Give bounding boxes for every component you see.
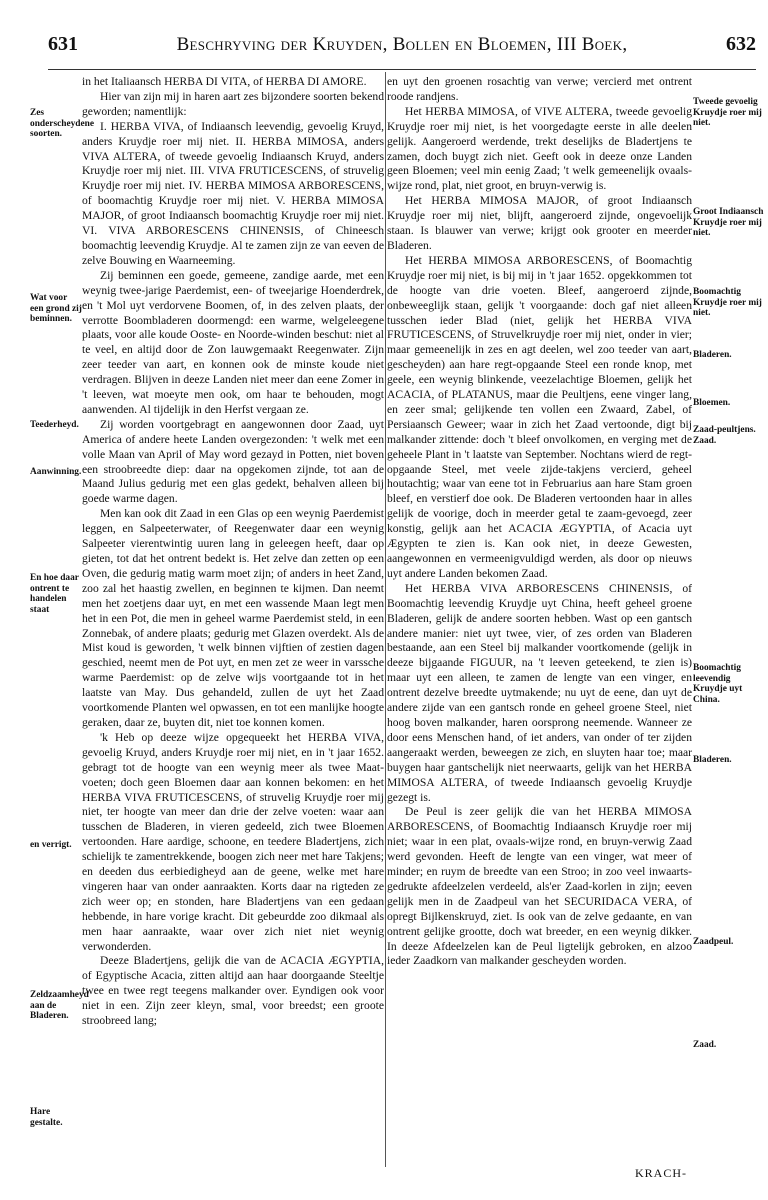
page-number-right: 632 — [725, 33, 756, 55]
paragraph: Het HERBA VIVA ARBORESCENS CHINENSIS, of Boomachtig leevendig Kruydje uyt China, heeft geheel groene Bladeren, gelijk de andere soorten hebben. Wast op een gantsch andere manier: niet uyt twee, vier, of zes orden van Bladeren bestaande, aan een Steel bij malkander voortkomende (gelijk in deeze bijgaande FIGUUR, na 't leeven geteekend, te zien is) maar uyt een alleen, te zamen de lengte van een vinger, en ontrent dezelve breedte uytmakende; nu uyt de eene, dan uyt de andere zijde van een gantsch ronde en geheel groene Steel, niet hoog boven malkander, haren oorsprong neemende. Wanneer ze door eens Menschen hand, of iet anders, van onder of ter zijden aangeraakt werden, beweegen ze zich, en sluyten haar toe; maar buygen haar gantschelijk niet neerwaarts, gelijk van het HERBA MIMOSA ALTERA, of tweede Indiaansch gevoelig Kruydje gezegt is. — [387, 581, 692, 804]
paragraph: Hier van zijn mij in haren aart zes bijzondere soorten bekend geworden; namentlijk: — [82, 89, 384, 118]
margin-note: Zeldzaamheyd aan de Bladeren. — [30, 990, 89, 1022]
margin-note: Bloemen. — [693, 398, 731, 408]
paragraph: Het HERBA MIMOSA, of VIVE ALTERA, tweede gevoelig Kruydje roer mij niet, is het voorgedagte eerste in alle deelen gelijk. Aangeroerd werdende, trekt deselijks de Bladertjens te zamen, doch buygt zich niet. Geeft ook in deeze onze Landen geen Bloemen; veel min eenig Zaad; 't welk gemeenelijk ovaals-wijze rond, plat, niet groot, en bruyn-verwig is. — [387, 104, 692, 193]
paragraph: 'k Heb op deeze wijze opgequeekt het HERBA VIVA, gevoelig Kruyd, anders Kruydje roer mij niet, en in 't jaar 1652. gebragt tot de hoogte van een weynig meer als twee Maat-voeten; doch geen Bloemen daar aan konnen bekomen: en het HERBA VIVA FRUTICESCENS, of struvelig Kruydje roer mij niet, ter hoogte van meer dan drie der zelve voeten: waar aan tusschen de Bladeren, in vieren gedeeld, zich twee Bloemen vertoonden. Hare aardige, schoone, en teedere Bladertjens, zich schielijk te zamentrekkende, boogen zich neer met hare Takjens; en deeden dus eerbiedigheyd aan de geene, welke met hare vingeren haar van onder aanraakten. Korts daar na rigteden ze zich weer op; en stonden, hare Bladertjens van een gedaan hebbende, in hare vorige kracht. Dit gebeurdde zoo dikmaal als men haar aanraakte, waar over zich niet niet weynig verwonderden. — [82, 730, 384, 953]
paragraph: Men kan ook dit Zaad in een Glas op een weynig Paerdemist leggen, en Salpeeterwater, of Reegenwater daar een weynig Salpeeter vierentwintig uuren lang in geleegen heeft, daar op gieten, tot dat het ontrent bedekt is. Het zelve dan zetten op een Oven, die gedurig matig warm moet zijn; of anders in heet Zand, zoo zal het haastig zwellen, en beginnen te kijmen. Dan neemt men het zoetjens daar uyt, en met een wassende Maan legt men het in een Pot, die men in geheel warme Paerdemist steld, in een Zonnebak, of andere plaats; gedurig met Glazen overdekt. Als de Mist koud is geworden, 't welk binnen vijftien of zestien dagen geschied, neemt men de Pot uyt, en men zet ze weer in varssche warme Paerdemist: op de zelve wijs voortgaande tot in het laatste van May. Dus gehandeld, zullen de uyt het Zaad voortkomende Planten wel opwassen, en tot een manlijke hoogte geraken, daar ze, buyten dit, niet toe konnen komen. — [82, 507, 384, 729]
left-column — [82, 75, 384, 1029]
paragraph: De Peul is zeer gelijk die van het HERBA MIMOSA ARBORESCENS, of Boomachtig Indiaansch Kruydje roer mij niet; waar in een plat, ovaals-wijze rond, en bruyn-verwig Zaad werd gevonden. Heeft de lengte van een vinger, wat meer of minder; en ruym de breedte van een Stroo; in zoo veel inwaarts-gedrukte afdeelzelen verdeeld, als'er Zaad-korlen in zijn; eeven gelijk men in de Zaadpeul van het SECURIDACA VERA, of opregt Bijlkenskruyd, ziet. Is ook van de zelve gedaante, en van ontrent gelijke grootte, doch wat breeder, en een weynig dikker. In deeze Afdeelzelen kan de Peul ligtelijk gebroken, en alzoo ieder Zaadkorn van malkander gescheyden worden. — [387, 805, 692, 968]
paragraph: Het HERBA MIMOSA MAJOR, of groot Indiaansch Kruydje roer mij niet, blijft, aangeroerd zijnde, ongevoelijk staan. Is blauwer van verwe; krijgt ook grooter en meerder Bladeren. — [387, 194, 692, 252]
paragraph: Deeze Bladertjens, gelijk die van de ACACIA ÆGYPTIA, of Egyptische Acacia, zitten altijd aan haar doorgaande Steeltje twee en twee regt teegens malkander over. Eyndigen ook voor niet in een. Zijn zeer kleyn, smal, voor breedst; een groote stroobreed lang; — [82, 954, 384, 1028]
margin-note: Tweede gevoelig Kruydje roer mij niet. — [693, 97, 762, 129]
running-header — [48, 33, 756, 70]
margin-note: Aanwinning. — [30, 467, 82, 477]
paragraph: in het Italiaansch HERBA DI VITA, of HERBA DI AMORE. — [82, 75, 367, 88]
page-number-left: 631 — [48, 33, 78, 55]
margin-note: Zaad. — [693, 1040, 717, 1050]
margin-note: Bladeren. — [693, 350, 732, 360]
margin-note: Bladeren. — [693, 755, 732, 765]
right-column — [387, 75, 692, 969]
paragraph: Het HERBA MIMOSA ARBORESCENS, of Boomachtig Kruydje roer mij niet, is bij mij in 't jaar 1652. opgekkommen tot de hoogte van drie voeten. Bleef, aangeroerd zijnde, onbeweeglijk staan, gelijk 't voorgaande: doch gaf niet alleen tusschen ieder Blad (niet, gelijk het HERBA VIVA FRUTICESCENS, of Struvelkruydje roer mij niet, onder in vier; maar gemeenelijk in zes en agt deelen, wel zoo teeder van aart, gescheyden) aan hare regt-opgaande Steel een ronde knop, met geele, een weynig blinkende, veezelachtige Bloemen, gelijk het ACACIA, of PLATANUS, maar die Peultjens, eene vinger lang, en zeer smal; gelijkende ten vollen een Zwaard, Zabel, of Persiaansch Geweer; waar in zich het Zaad vertoonde, digt bij malkander zittende: doch 't bleef onvolkomen, en verging met de geheele Plant in 't laatste van September. Nochtans wierd de regt-opgaande Steel, met veele zijde-takjens vercierd, geheel houtachtig; waar van eene tot in Februarius aan hare Stam groen bleef, en verstierf doe ook. De Bladeren vertoonden haar in alles gelijk de voorige, doch in meerder getal te zaam-gevoegd, zeer konstig, gelijk aan het ACACIA ÆGYPTIA, of Acacia uyt Ægypten te zien is. Kan ook niet, in deeze Gewesten, aangewonnen en vermeenigvuldigd werden, als door op nieuws uyt andere Landen bekomen Zaad. — [387, 253, 692, 580]
margin-note: Teederheyd. — [30, 420, 79, 430]
paragraph: Zij worden voortgebragt en aangewonnen door Zaad, uyt America of andere heete Landen overgezonden: 't welk met een volle Maan van April of May word gezayd in Potten, niet boven een stroobreedte diep: daar na opgekomen zijnde, tot aan de Maand Julius gedurig met een glas gedekt, behalven alleen bij goede warme dagen. — [82, 417, 384, 506]
paragraph: en uyt den groenen rosachtig van verwe; vercierd met ontrent roode randjens. — [387, 75, 692, 103]
column-divider — [385, 72, 386, 1167]
margin-note: Groot Indiaansch Kruydje roer mij niet. — [693, 207, 764, 239]
margin-note: Hare gestalte. — [30, 1107, 63, 1128]
margin-note: En hoe daar ontrent te handelen staat — [30, 573, 79, 615]
catchword: KRACH- — [635, 1166, 688, 1180]
margin-note: Wat voor een grond zij beminnen. — [30, 293, 82, 325]
margin-note: Boomachtig Kruydje roer mij niet. — [693, 287, 762, 319]
paragraph: Zij beminnen een goede, gemeene, zandige aarde, met een weynig twee-jarige Paerdemist, een- of tweejarige Hoenderdrek, en 't Mol uyt verdorvene Boomen, of, in des zelven plaats, der verrotte Boombladeren doormengd: een warme, welgeleegene plaats, voor alle koude Ooste- en Noorde-winden beschut: niet al te veel, en altijd door de Zon lauwgemaakt Reegenwater. Zijn zeer teeder van aart, en konnen ook de minste koude niet verdragen. Blijven in deeze Landen niet meer dan eene Zomer in 't leeven, wat moeyte men ook, om haar te behouden, mogt aanwenden. Al tijdelijk in den Herfst vergaan ze. — [82, 268, 384, 416]
margin-note: Zes onderscheydene soorten. — [30, 108, 95, 140]
margin-note: Zaadpeul. — [693, 937, 734, 947]
margin-note: Zaad-peultjens. Zaad. — [693, 425, 756, 446]
margin-note: Boomachtig leevendig Kruydje uyt China. — [693, 663, 743, 705]
paragraph: I. HERBA VIVA, of Indiaansch leevendig, gevoelig Kruyd, anders Kruydje roer mij niet. II. HERBA MIMOSA, anders VIVA ALTERA, of tweede gevoelig Indiaansch Kruyd, anders Kruydje roer mij niet. III. VIVA FRUTICESCENS, of struvelig Kruydje roer mij niet. IV. HERBA MIMOSA ARBORESCENS, of boomachtig Kruydje roer mij niet. V. HERBA MIMOSA MAJOR, of groot Indiaansch boomachtig Kruydje roer mij niet. VI. VIVA ARBORESCENS CHINENSIS, of Chineesch boomachtig leevendig Kruydje. Al te zamen zijn ze van eeven de zelve Bouwing en Waarneeming. — [82, 119, 384, 267]
margin-note: en verrigt. — [30, 840, 72, 850]
running-title: Beschryving der Kruyden, Bollen en Bloemen, III Boek, — [176, 34, 628, 55]
